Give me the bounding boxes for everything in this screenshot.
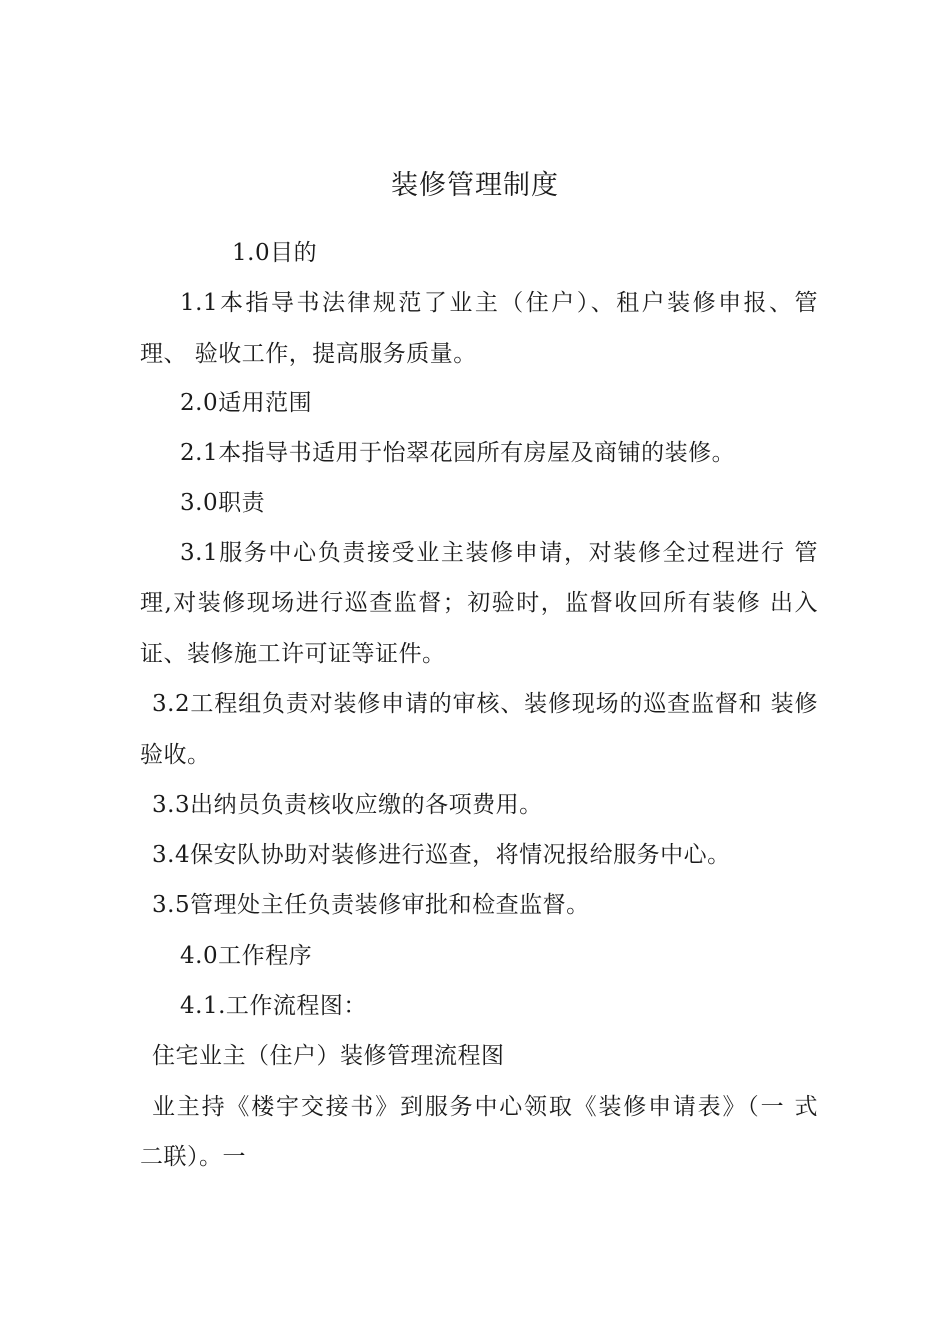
paragraph-line: 3.1服务中心负责接受业主装修申请，对装修全过程进行 管: [180, 540, 818, 566]
paragraph-line: 3.4保安队协助对装修进行巡查，将情况报给服务中心。: [152, 842, 731, 868]
section-heading-scope: 2.0适用范围: [180, 390, 313, 416]
paragraph-line: 业主持《楼宇交接书》到服务中心领取《装修申请表》（一 式: [152, 1094, 818, 1120]
subsection-heading-flowchart: 4.1.工作流程图：: [180, 993, 367, 1019]
paragraph-line: 理,对装修现场进行巡查监督；初验时，监督收回所有装修 出入: [140, 590, 818, 616]
paragraph-line: 验收。: [140, 742, 211, 768]
paragraph-line: 理、 验收工作，提高服务质量。: [140, 341, 477, 367]
section-heading-duties: 3.0职责: [180, 490, 266, 516]
section-heading-purpose: 1.0目的: [232, 240, 318, 266]
paragraph-line: 2.1本指导书适用于怡翠花园所有房屋及商铺的装修。: [180, 440, 736, 466]
paragraph-line: 二联）。一: [140, 1144, 246, 1170]
paragraph-line: 3.2工程组负责对装修申请的审核、装修现场的巡查监督和 装修: [152, 691, 818, 717]
flowchart-caption: 住宅业主（住户）装修管理流程图: [152, 1043, 505, 1069]
paragraph-line: 证、装修施工许可证等证件。: [140, 641, 446, 667]
document-title: 装修管理制度: [391, 170, 559, 201]
paragraph-line: 1.1本指导书法律规范了业主（住户）、租户装修申报、管: [180, 290, 818, 316]
paragraph-line: 3.3出纳员负责核收应缴的各项费用。: [152, 792, 543, 818]
section-heading-procedure: 4.0工作程序: [180, 943, 313, 969]
paragraph-line: 3.5管理处主任负责装修审批和检查监督。: [152, 892, 590, 918]
